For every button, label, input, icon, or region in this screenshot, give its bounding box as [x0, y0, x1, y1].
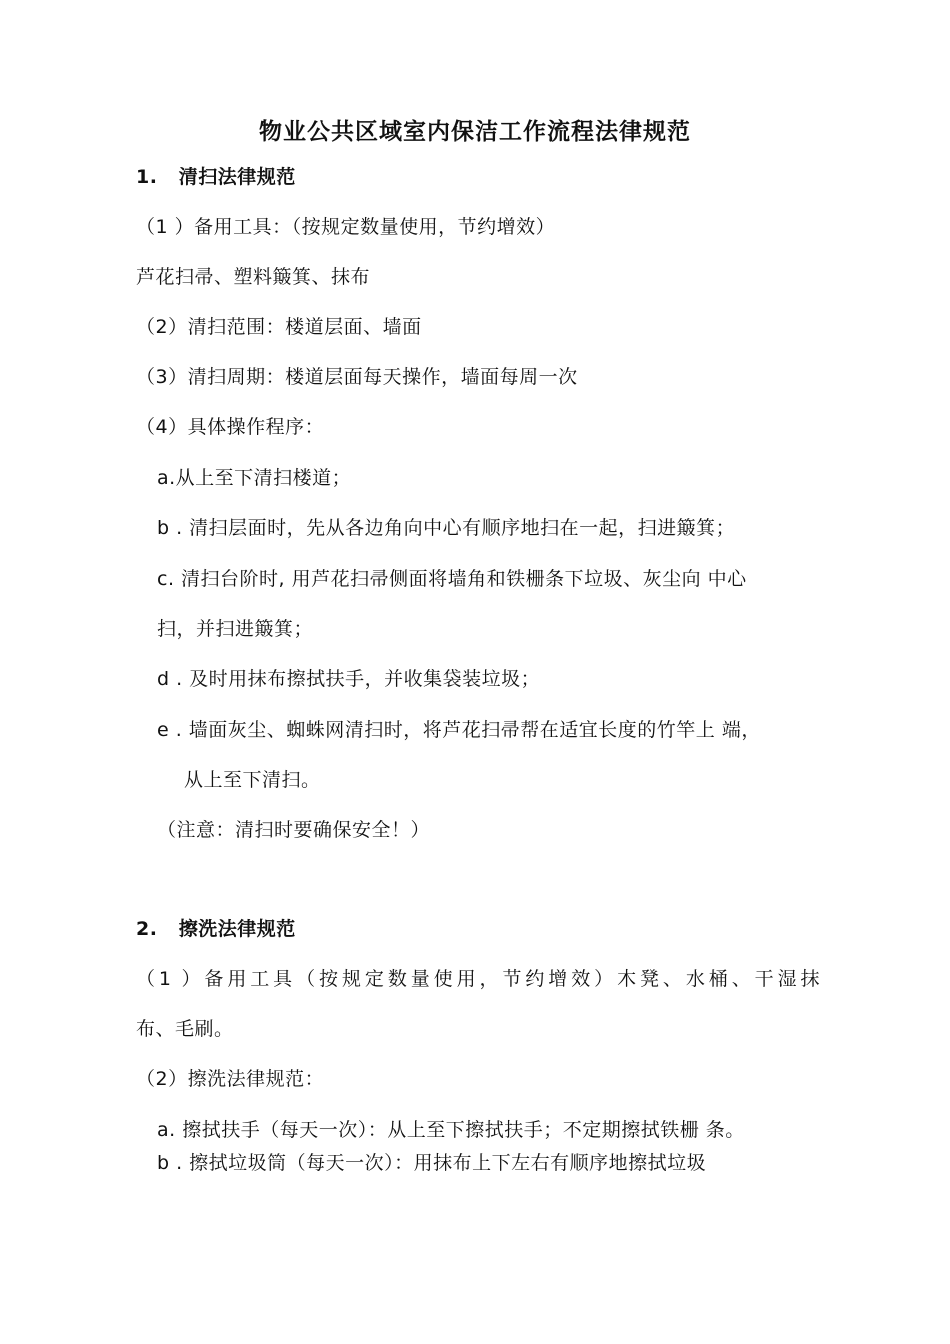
step-e-line-1: e . 墙面灰尘、蜘蛛网清扫时，将芦花扫帚帮在适宜长度的竹竿上 端，: [157, 719, 761, 741]
wash-tools-line-1: （1 ）备用工具（按规定数量使用，节约增效）木凳、水桶、干湿抹: [136, 968, 820, 990]
section-2-heading: 2. 擦洗法律规范: [136, 918, 296, 940]
step-e-line-2: 从上至下清扫。: [184, 769, 321, 791]
wash-item-a: a. 擦拭扶手（每天一次）：从上至下擦拭扶手；不定期擦拭铁栅 条。: [157, 1119, 745, 1141]
document-title: 物业公共区域室内保洁工作流程法律规范: [259, 119, 691, 145]
wash-tools-line-2: 布、毛刷。: [136, 1018, 234, 1040]
step-c-line-1: c. 清扫台阶时, 用芦花扫帚侧面将墙角和铁栅条下垃圾、灰尘向 中心: [157, 568, 747, 590]
section-1-heading: 1. 清扫法律规范: [136, 166, 296, 188]
cleaning-cycle: （3）清扫周期：楼道层面每天操作，墙面每周一次: [136, 366, 578, 388]
procedure-label: （4）具体操作程序：: [136, 416, 325, 438]
tools-list: 芦花扫帚、塑料簸箕、抹布: [136, 266, 371, 288]
cleaning-scope: （2）清扫范围：楼道层面、墙面: [136, 316, 422, 338]
wash-spec-label: （2）擦洗法律规范：: [136, 1068, 325, 1090]
tools-label: （1 ）备用工具：（按规定数量使用，节约增效）: [136, 216, 556, 238]
step-a: a.从上至下清扫楼道；: [157, 467, 352, 489]
wash-item-b: b . 擦拭垃圾筒（每天一次）：用抹布上下左右有顺序地擦拭垃圾: [157, 1152, 707, 1174]
safety-note: （注意：清扫时要确保安全！）: [157, 819, 431, 841]
step-b: b . 清扫层面时，先从各边角向中心有顺序地扫在一起，扫进簸箕；: [157, 517, 736, 539]
step-c-line-2: 扫，并扫进簸箕；: [157, 618, 314, 640]
step-d: d . 及时用抹布擦拭扶手，并收集袋装垃圾；: [157, 668, 541, 690]
